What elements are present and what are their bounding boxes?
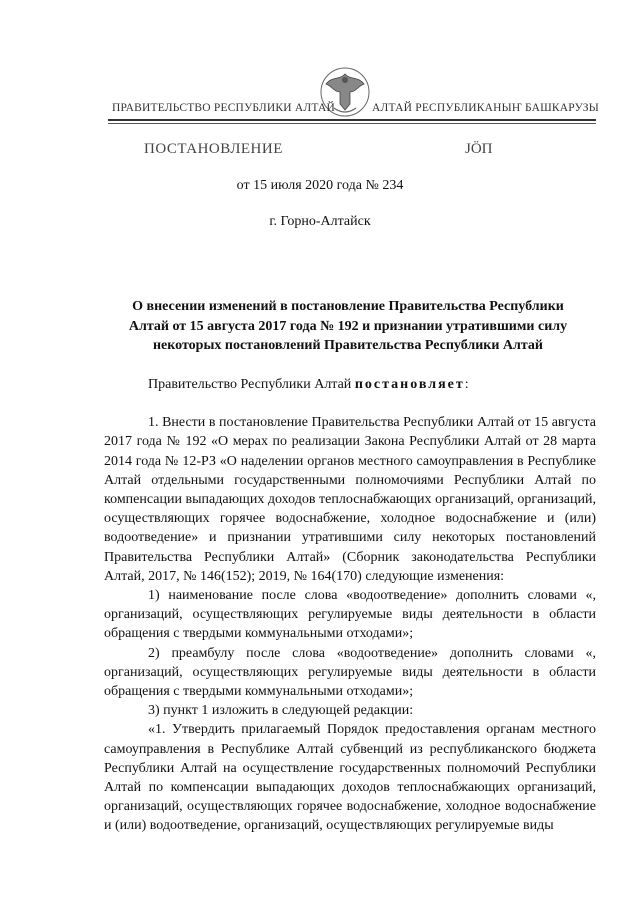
paragraph: 3) пункт 1 изложить в следующей редакции: xyxy=(148,703,414,719)
document-title: О внесении изменений в постановление Правительства Республики Алтай от 15 августа 2017 года № 192 и признании утратившими силу некоторых постановлений Правительства Республики Алтай xyxy=(128,299,568,353)
document-body xyxy=(104,375,596,836)
resolves-prefix: Правительство Республики Алтай xyxy=(148,377,355,392)
org-name-alt: АЛТАЙ РЕСПУБЛИКАНЫҤ БАШКАРУЗЫ xyxy=(372,102,599,114)
resolves-suffix: : xyxy=(464,377,469,392)
header-rule-thin xyxy=(108,123,596,124)
doc-type-ru: ПОСТАНОВЛЕНИЕ xyxy=(144,141,283,157)
resolves-word: постановляет xyxy=(354,377,465,392)
doc-type-alt: ЈӦП xyxy=(465,141,493,157)
paragraph: 2) преамбулу после слова «водоотведение» дополнить словами «, организаций, осуществляющих регулируемые виды деятельности в области обращения с твердыми коммунальными отходами»; xyxy=(104,645,596,700)
paragraph: 1. Внести в постановление Правительства Республики Алтай от 15 августа 2017 года № 192 «О мерах по реализации Закона Республики Алтай от 28 марта 2014 года № 12-РЗ «О наделении органов местного самоуправления в Республике Алтай отдельными государственными полномочиями Республики Алтай по компенсации выпадающих доходов теплоснабжающих организаций, организаций, осуществляющих горячее водоснабжение, холодное водоснабжение и (или) водоотведение» и признании утратившими силу некоторых постановлений Правительства Республики Алтай» (Сборник законодательства Республики Алтай, 2017, № 146(152); 2019, № 164(170) следующие изменения: xyxy=(104,415,596,584)
document-date: от 15 июля 2020 года № 234 xyxy=(236,178,404,193)
paragraph: 1) наименование после слова «водоотведение» дополнить словами «, организаций, осуществляющих регулируемые виды деятельности в области обращения с твердыми коммунальными отходами»; xyxy=(104,588,596,642)
resolves-line xyxy=(104,375,596,394)
document-city: г. Горно-Алтайск xyxy=(269,214,371,229)
org-name-ru: ПРАВИТЕЛЬСТВО РЕСПУБЛИКИ АЛТАЙ xyxy=(112,102,336,114)
header-rule xyxy=(108,119,596,121)
paragraph: «1. Утвердить прилагаемый Порядок предоставления органам местного самоуправления в Республике Алтай субвенций из республиканского бюджета Республики Алтай на осуществление государственных полномочий Республики Алтай по компенсации выпадающих доходов теплоснабжающих организаций, организаций, осуществляющих горячее водоснабжение, холодное водоснабжение и (или) водоотведение, организаций, осуществляющих регулируемые виды xyxy=(104,722,596,834)
